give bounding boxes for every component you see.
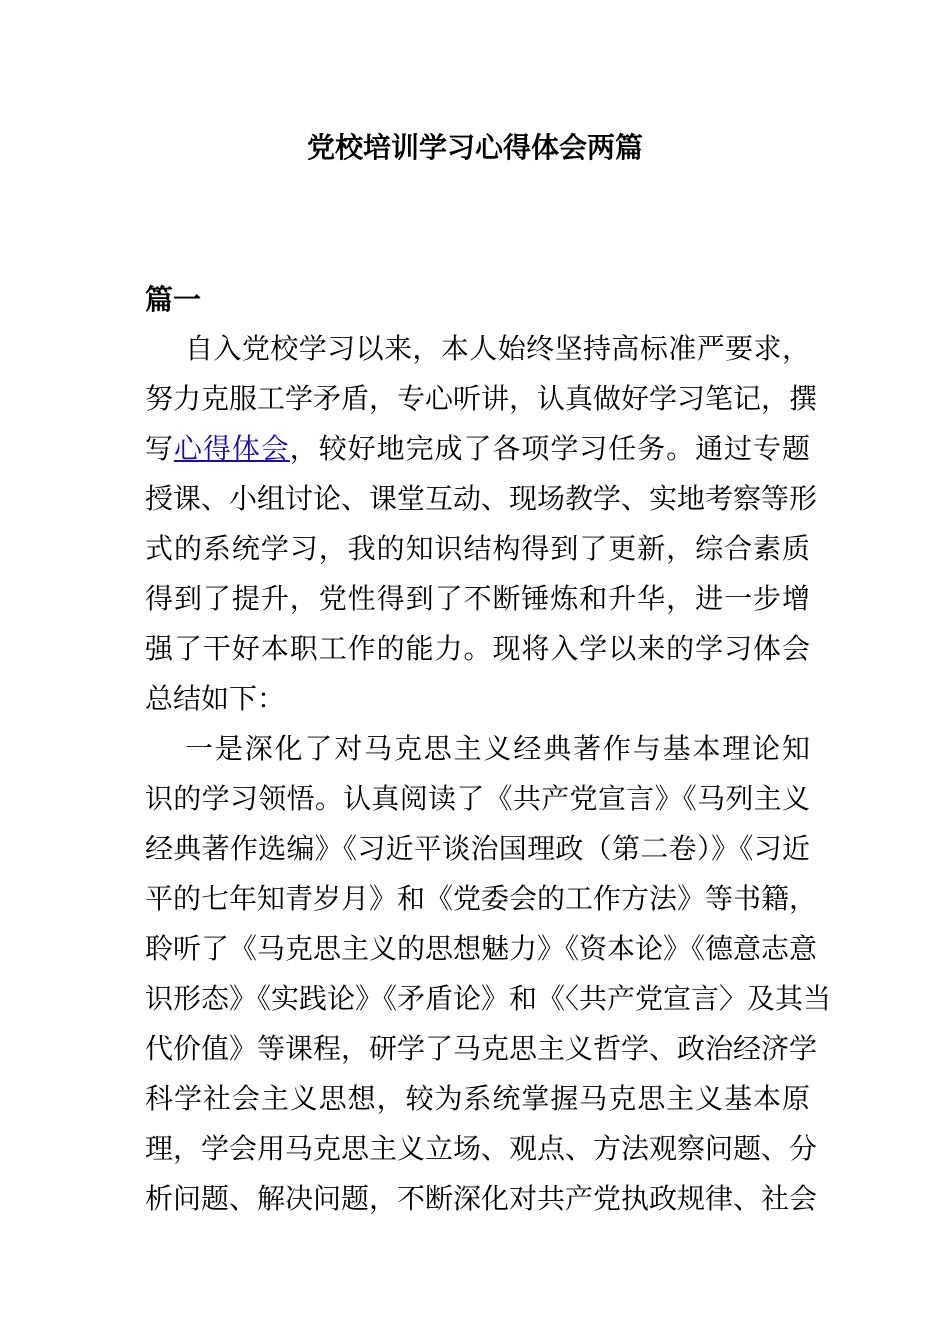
- paragraph-line: 总结如下：: [145, 682, 286, 715]
- paragraph-2: [145, 724, 832, 1224]
- paragraph-line: 强了干好本职工作的能力。现将入学以来的学习体会: [145, 632, 810, 665]
- paragraph-line: 析问题、解决问题，不断深化对共产党执政规律、社会: [145, 1182, 818, 1215]
- line-prefix-text: 写: [145, 432, 174, 465]
- paragraph-line: 平的七年知青岁月》和《党委会的工作方法》等书籍，: [145, 882, 818, 915]
- paragraph-line: 经典著作选编》《习近平谈治国理政（第二卷）》《习近: [145, 832, 810, 865]
- paragraph-line: 识形态》《实践论》《矛盾论》和《〈共产党宣言〉及其当: [145, 982, 832, 1015]
- paragraph-line: 式的系统学习，我的知识结构得到了更新，综合素质: [145, 532, 810, 565]
- paragraph-line: 识的学习领悟。认真阅读了《共产党宣言》《马列主义: [145, 782, 810, 815]
- document-title: 党校培训学习心得体会两篇: [306, 131, 643, 164]
- paragraph-line: 聆听了《马克思主义的思想魅力》《资本论》《德意志意: [145, 932, 818, 965]
- xinde-tihui-link[interactable]: 心得体会: [173, 432, 290, 465]
- paragraph-1: [145, 324, 818, 724]
- paragraph-line: [145, 424, 810, 474]
- paragraph-line: 科学社会主义思想，较为系统掌握马克思主义基本原: [145, 1082, 810, 1115]
- line-suffix-text: ，较好地完成了各项学习任务。通过专题: [289, 432, 810, 465]
- paragraph-line: 代价值》等课程，研学了马克思主义哲学、政治经济学: [145, 1032, 818, 1065]
- paragraph-line: 得到了提升，党性得到了不断锤炼和升华，进一步增: [145, 582, 810, 615]
- section-heading: 篇一: [145, 283, 202, 316]
- paragraph-line: 理，学会用马克思主义立场、观点、方法观察问题、分: [145, 1132, 818, 1165]
- paragraph-line: 努力克服工学矛盾，专心听讲，认真做好学习笔记，撰: [145, 382, 818, 415]
- paragraph-line: 一是深化了对马克思主义经典著作与基本理论知: [185, 732, 810, 765]
- paragraph-line: 自入党校学习以来，本人始终坚持高标准严要求，: [185, 332, 810, 365]
- paragraph-line: 授课、小组讨论、课堂互动、现场教学、实地考察等形: [145, 482, 818, 515]
